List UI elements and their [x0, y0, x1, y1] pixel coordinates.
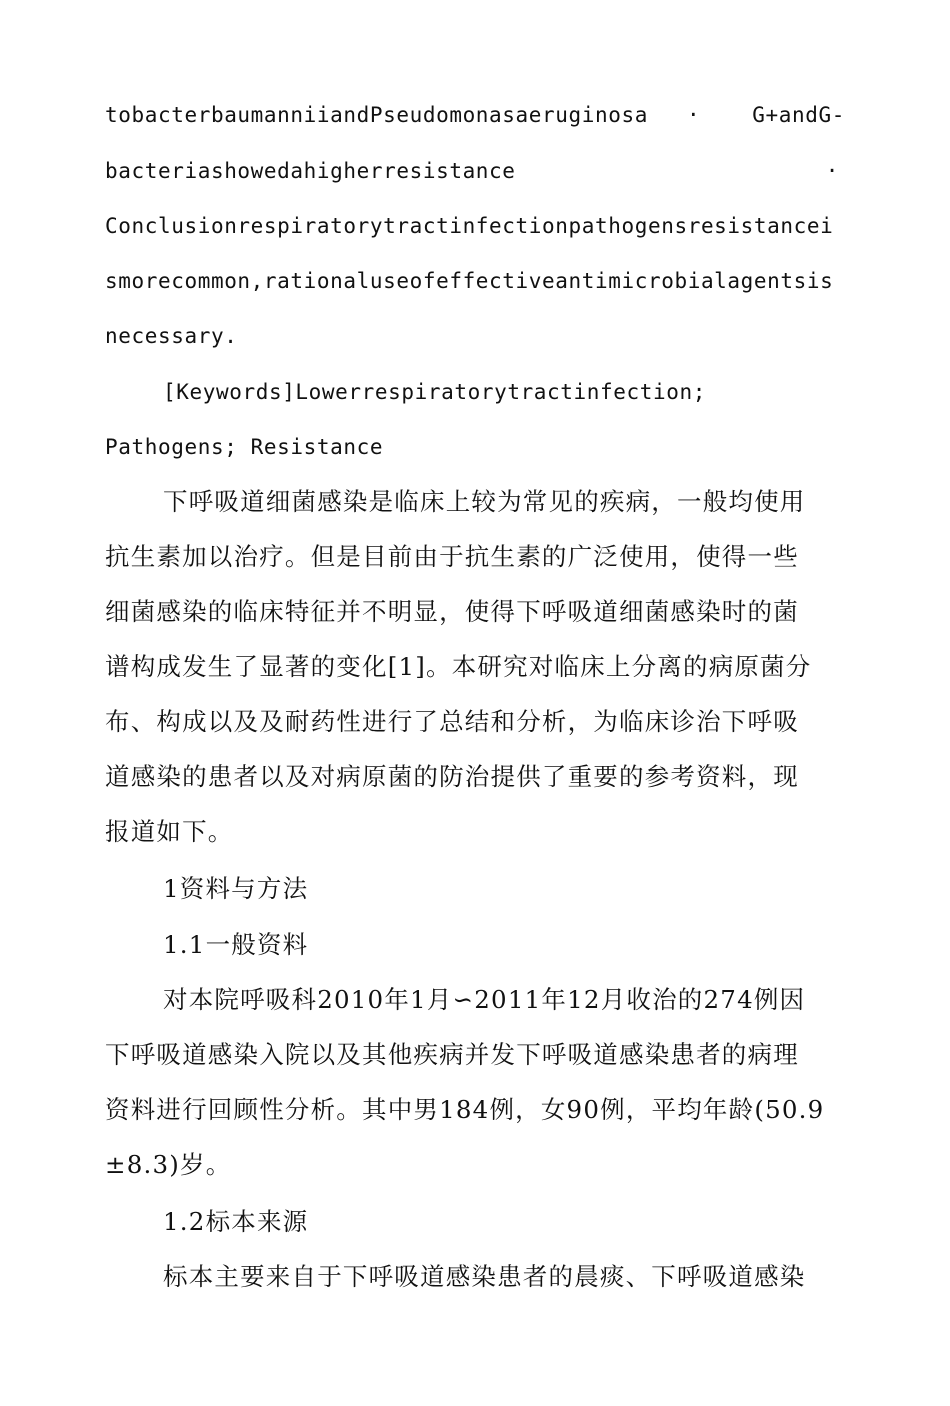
keywords-line-2: Pathogens; Resistance	[105, 435, 384, 459]
abstract-line-4: smorecommon,rationaluseofeffectiveantimicrobialagentsis	[105, 269, 834, 293]
intro-line: 抗生素加以治疗。但是目前由于抗生素的广泛使用，使得一些	[105, 542, 799, 571]
section-1-1-line: 下呼吸道感染入院以及其他疾病并发下呼吸道感染患者的病理	[105, 1040, 799, 1069]
section-heading-1-1: 1.1一般资料	[163, 930, 309, 959]
section-heading-1-2: 1.2标本来源	[163, 1207, 309, 1236]
section-1-2-line: 标本主要来自于下呼吸道感染患者的晨痰、下呼吸道感染	[163, 1262, 806, 1291]
intro-line: 谱构成发生了显著的变化[1]。本研究对临床上分离的病原菌分	[105, 652, 812, 681]
abstract-line-1	[105, 95, 845, 135]
abstract-line-2-dot: ·	[825, 159, 839, 183]
keywords-line-1: [Keywords]Lowerrespiratorytractinfection;	[163, 380, 706, 404]
section-1-1-line: ±8.3)岁。	[105, 1150, 232, 1179]
abstract-line-1-tail: G+andG-	[752, 103, 845, 127]
abstract-line-5: necessary.	[105, 324, 238, 348]
abstract-line-1-tail-group	[687, 95, 845, 135]
abstract-line-1-dot: ·	[687, 103, 701, 127]
abstract-line-3: Conclusionrespiratorytractinfectionpathogensresistancei	[105, 214, 834, 238]
section-heading-1: 1资料与方法	[163, 874, 309, 903]
intro-line: 道感染的患者以及对病原菌的防治提供了重要的参考资料，现	[105, 762, 799, 791]
intro-line: 细菌感染的临床特征并不明显，使得下呼吸道细菌感染时的菌	[105, 597, 799, 626]
abstract-line-2-text: bacteriashowedahigherresistance	[105, 159, 516, 183]
section-1-1-line: 对本院呼吸科2010年1月∽2011年12月收治的274例因	[163, 985, 806, 1014]
intro-line: 布、构成以及及耐药性进行了总结和分析，为临床诊治下呼吸	[105, 707, 799, 736]
intro-line: 下呼吸道细菌感染是临床上较为常见的疾病，一般均使用	[163, 487, 806, 516]
abstract-line-1-text: tobacterbaumanniiandPseudomonasaeruginosa	[105, 103, 648, 127]
section-1-1-line: 资料进行回顾性分析。其中男184例，女90例，平均年龄(50.9	[105, 1095, 825, 1124]
intro-line: 报道如下。	[105, 817, 234, 846]
abstract-line-2	[105, 151, 845, 191]
